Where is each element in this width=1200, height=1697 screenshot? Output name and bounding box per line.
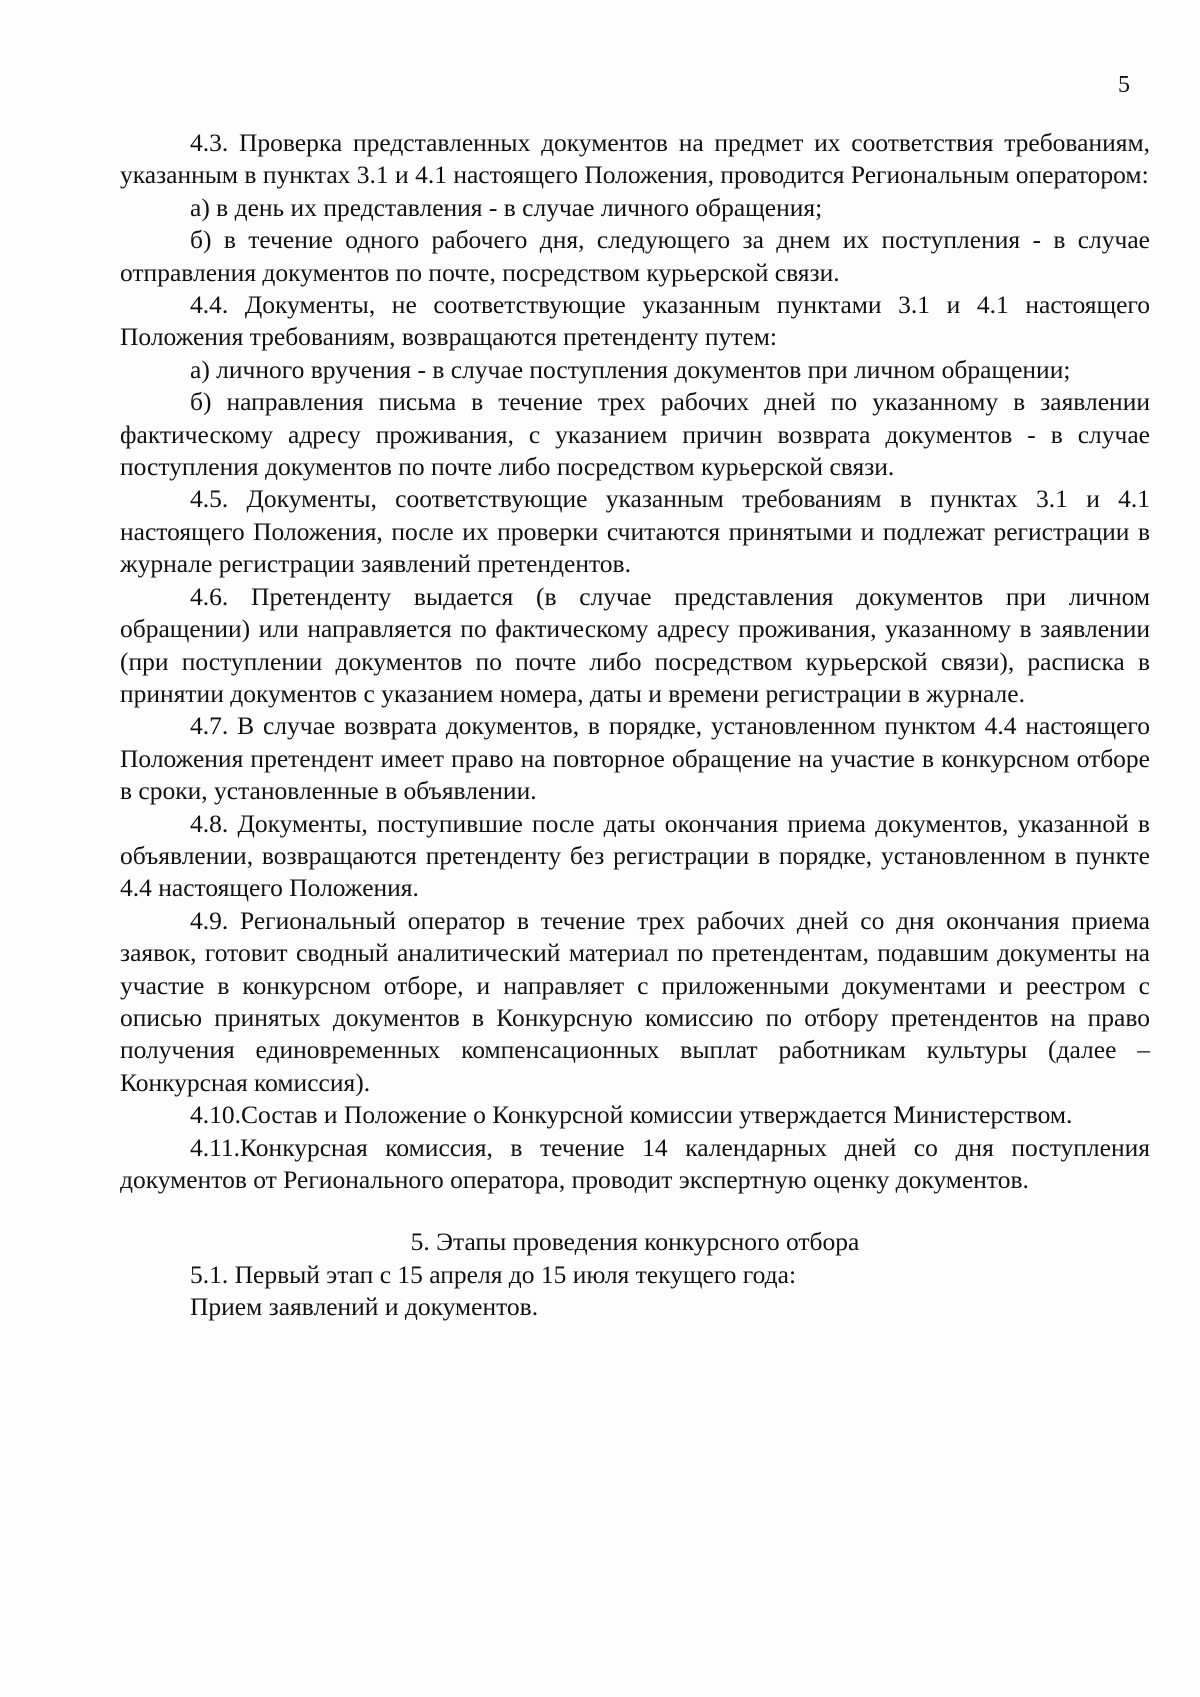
paragraph-4-10: 4.10.Состав и Положение о Конкурсной комиссии утверждается Министерством. bbox=[190, 1100, 1073, 1130]
paragraph-4-3-b: б) в течение одного рабочего дня, следующего за днем их поступления - в случае отправления документов по почте, посредством курьерской связи. bbox=[120, 225, 1150, 287]
page-number: 5 bbox=[1118, 72, 1130, 98]
paragraph-4-4-a: а) личного вручения - в случае поступления документов при личном обращении; bbox=[190, 354, 1071, 384]
paragraph-4-4: 4.4. Документы, не соответствующие указанным пунктами 3.1 и 4.1 настоящего Положения требованиям, возвращаются претенденту путем: bbox=[120, 290, 1150, 352]
paragraph-4-4-b: б) направления письма в течение трех рабочих дней по указанному в заявлении фактическому адресу проживания, с указанием причин возврата документов - в случае поступления документов по почте либо посредством курьерской связи. bbox=[120, 387, 1150, 482]
paragraph-4-3-a: а) в день их представления - в случае личного обращения; bbox=[190, 192, 823, 222]
paragraph-4-5: 4.5. Документы, соответствующие указанным требованиям в пунктах 3.1 и 4.1 настоящего Положения, после их проверки считаются принятыми и подлежат регистрации в журнале регистрации заявлений претендентов. bbox=[120, 484, 1150, 579]
paragraph-5-1: 5.1. Первый этап с 15 апреля до 15 июля текущего года: bbox=[190, 1259, 797, 1289]
paragraph-4-3: 4.3. Проверка представленных документов на предмет их соответствия требованиям, указанным в пунктах 3.1 и 4.1 настоящего Положения, проводится Региональным оператором: bbox=[120, 128, 1150, 190]
paragraph-4-9: 4.9. Региональный оператор в течение трех рабочих дней со дня окончания приема заявок, готовит сводный аналитический материал по претендентам, подавшим документы на участие в конкурсном отборе, и направляет с приложенными документами и реестром с описью принятых документов в Конкурсную комиссию по отбору претендентов на право получения единовременных компенсационных выплат работникам культуры (далее – Конкурсная комиссия). bbox=[120, 905, 1150, 1097]
document-body bbox=[120, 127, 1150, 1324]
paragraph-4-8: 4.8. Документы, поступившие после даты окончания приема документов, указанной в объявлении, возвращаются претенденту без регистрации в порядке, установленном в пункте 4.4 настоящего Положения. bbox=[120, 808, 1150, 903]
paragraph-4-7: 4.7. В случае возврата документов, в порядке, установленном пунктом 4.4 настоящего Положения претендент имеет право на повторное обращение на участие в конкурсном отборе в сроки, установленные в объявлении. bbox=[120, 711, 1150, 806]
paragraph-4-11: 4.11.Конкурсная комиссия, в течение 14 календарных дней со дня поступления документов от Регионального оператора, проводит экспертную оценку документов. bbox=[120, 1132, 1150, 1194]
paragraph-4-6: 4.6. Претенденту выдается (в случае представления документов при личном обращении) или направляется по фактическому адресу проживания, указанному в заявлении (при поступлении документов по почте либо посредством курьерской связи), расписка в принятии документов с указанием номера, даты и времени регистрации в журнале. bbox=[120, 581, 1150, 708]
section-title: 5. Этапы проведения конкурсного отбора bbox=[410, 1227, 860, 1257]
paragraph-5-1-detail: Прием заявлений и документов. bbox=[190, 1292, 539, 1322]
